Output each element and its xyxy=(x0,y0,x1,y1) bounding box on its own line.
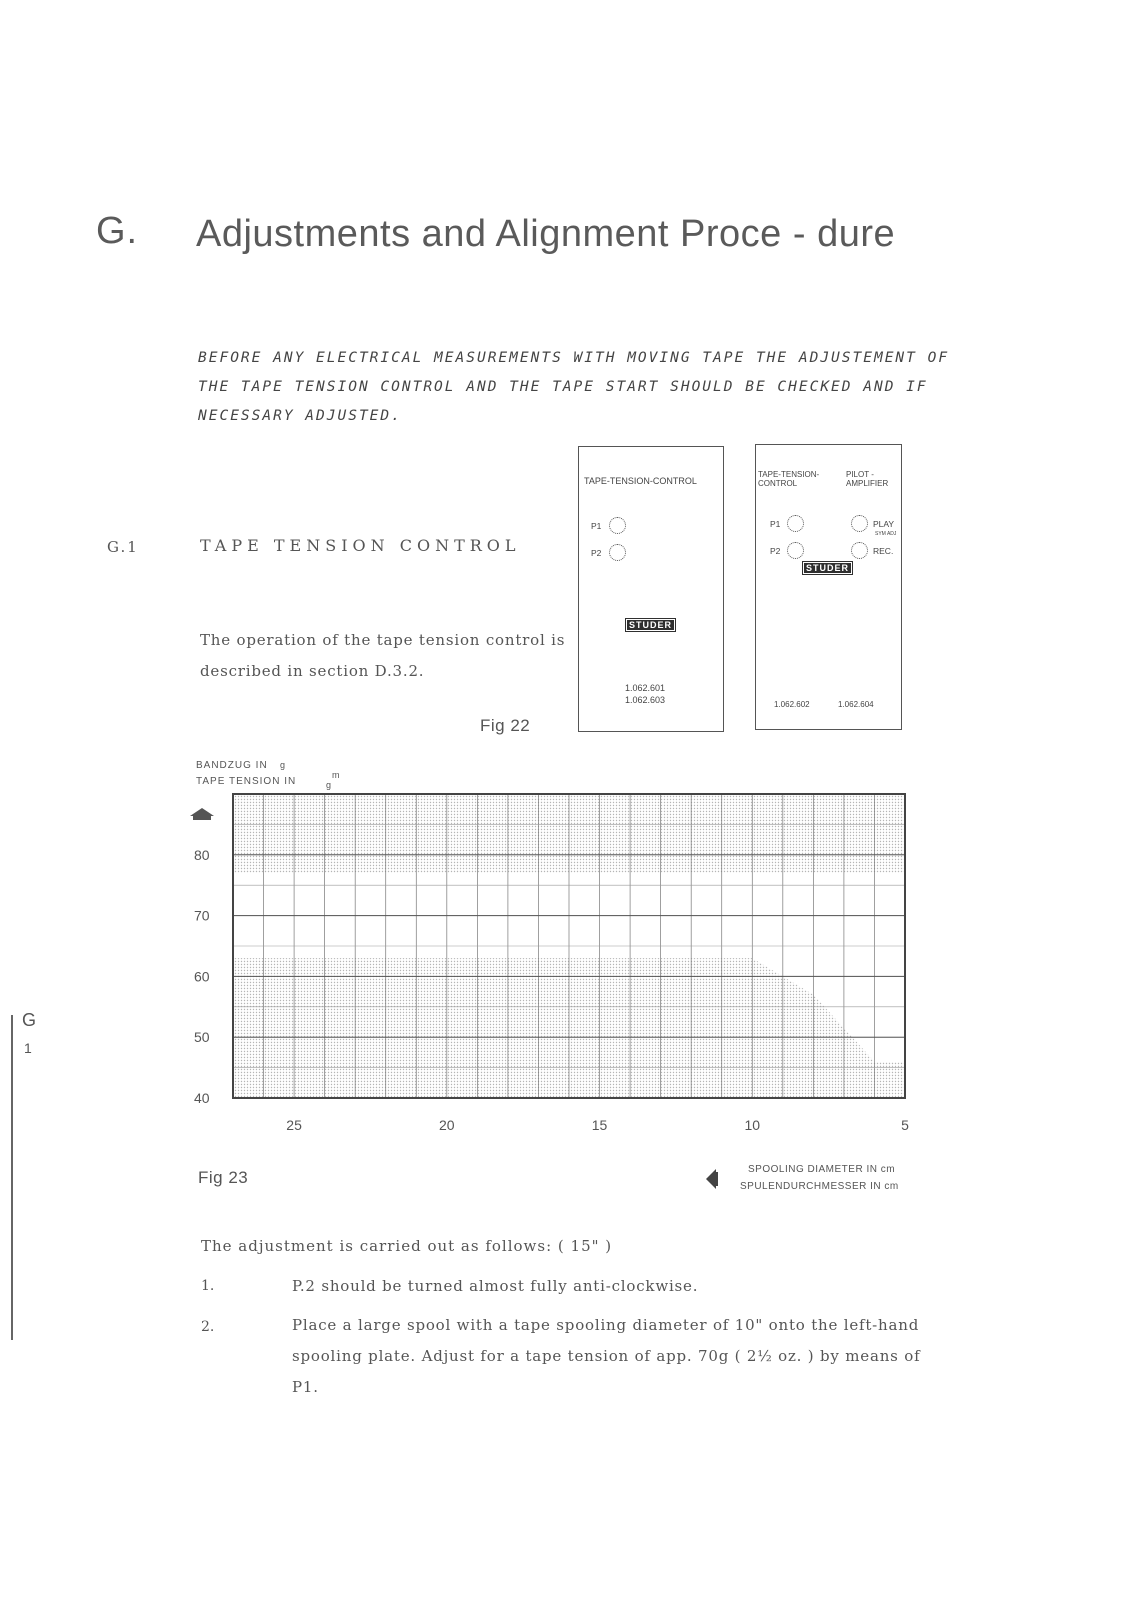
subsection-title: TAPE TENSION CONTROL xyxy=(200,536,521,555)
figure-23-caption: Fig 23 xyxy=(198,1168,249,1187)
studer-logo: STUDER xyxy=(625,618,676,632)
y-axis-unit-german: g xyxy=(280,760,286,770)
panel-title-tape-tension: TAPE-TENSION- CONTROL xyxy=(758,470,820,488)
y-axis-unit: g xyxy=(326,780,332,790)
y-tick-label: 50 xyxy=(194,1029,210,1046)
tape-tension-control-panel xyxy=(578,446,724,732)
margin-section-letter: G xyxy=(22,1010,37,1030)
x-tick-label: 5 xyxy=(901,1117,909,1133)
y-axis-unit-superscript: m xyxy=(332,770,340,780)
x-axis-label-english: SPOOLING DIAMETER IN cm xyxy=(748,1164,896,1175)
part-number: 1.062.603 xyxy=(625,695,666,705)
y-tick-label: 40 xyxy=(194,1090,210,1106)
play-potentiometer-icon xyxy=(851,515,868,532)
step-text: P.2 should be turned almost fully anti-clockwise. xyxy=(292,1277,699,1295)
rec-potentiometer-icon xyxy=(851,542,868,559)
p2-potentiometer-icon xyxy=(787,542,804,559)
play-label: PLAY xyxy=(873,519,895,529)
p1-potentiometer-icon xyxy=(609,517,626,534)
y-axis-label-english: TAPE TENSION IN xyxy=(196,776,297,787)
y-tick-label: 80 xyxy=(194,846,210,863)
part-number: 1.062.602 xyxy=(774,700,810,709)
p2-label: P2 xyxy=(591,548,602,558)
step-number: 1. xyxy=(201,1278,215,1294)
step-number: 2. xyxy=(201,1319,215,1335)
intro-paragraph: BEFORE ANY ELECTRICAL MEASUREMENTS WITH MOVING TAPE THE ADJUSTEMENT OF THE TAPE TENSION CONTROL AND THE TAPE START SHOULD BE CHECKED AND IF NECESSARY ADJUSTED. xyxy=(198,350,950,424)
arrow-up-icon xyxy=(190,808,214,820)
x-axis-label-german: SPULENDURCHMESSER IN cm xyxy=(740,1181,899,1192)
y-tick-label: 60 xyxy=(194,968,210,985)
arrow-left-icon xyxy=(704,1166,720,1192)
procedure-intro: The adjustment is carried out as follows: ( 15" ) xyxy=(201,1237,613,1255)
part-number: 1.062.601 xyxy=(625,683,666,693)
x-tick-label: 15 xyxy=(591,1117,608,1133)
subsection-description: The operation of the tape tension control is described in section D.3.2. xyxy=(200,631,566,680)
p1-label: P1 xyxy=(591,521,602,531)
tape-tension-pilot-amplifier-panel xyxy=(755,444,902,730)
margin-bar xyxy=(11,1015,13,1340)
section-title: Adjustments and Alignment Proce - dure xyxy=(196,213,896,255)
studer-logo: STUDER xyxy=(802,561,853,575)
y-axis-label-german: BANDZUG IN xyxy=(196,760,268,771)
p1-label: P1 xyxy=(770,519,781,529)
p2-potentiometer-icon xyxy=(609,544,626,561)
p1-potentiometer-icon xyxy=(787,515,804,532)
section-letter: G. xyxy=(96,210,139,252)
panel-title-pilot-amplifier: PILOT - AMPLIFIER xyxy=(846,470,889,488)
figure-22-caption: Fig 22 xyxy=(480,716,531,735)
x-tick-label: 10 xyxy=(744,1117,761,1133)
subsection-number: G.1 xyxy=(107,538,139,556)
sym-adj-label: SYM ADJ xyxy=(875,531,897,537)
margin-page-number: 1 xyxy=(24,1040,32,1056)
y-tick-label: 70 xyxy=(194,907,210,924)
step-text: Place a large spool with a tape spooling diameter of 10" onto the left-hand spooling plate. Adjust for a tape tension of app. 70g ( 2½ oz. ) by means of P1. xyxy=(292,1316,921,1396)
rec-label: REC. xyxy=(873,546,894,556)
panel-title: TAPE-TENSION-CONTROL xyxy=(584,476,697,486)
p2-label: P2 xyxy=(770,546,781,556)
x-tick-label: 25 xyxy=(286,1117,302,1133)
tape-tension-chart xyxy=(180,780,920,1140)
part-number: 1.062.604 xyxy=(838,700,874,709)
x-tick-label: 20 xyxy=(439,1117,455,1133)
